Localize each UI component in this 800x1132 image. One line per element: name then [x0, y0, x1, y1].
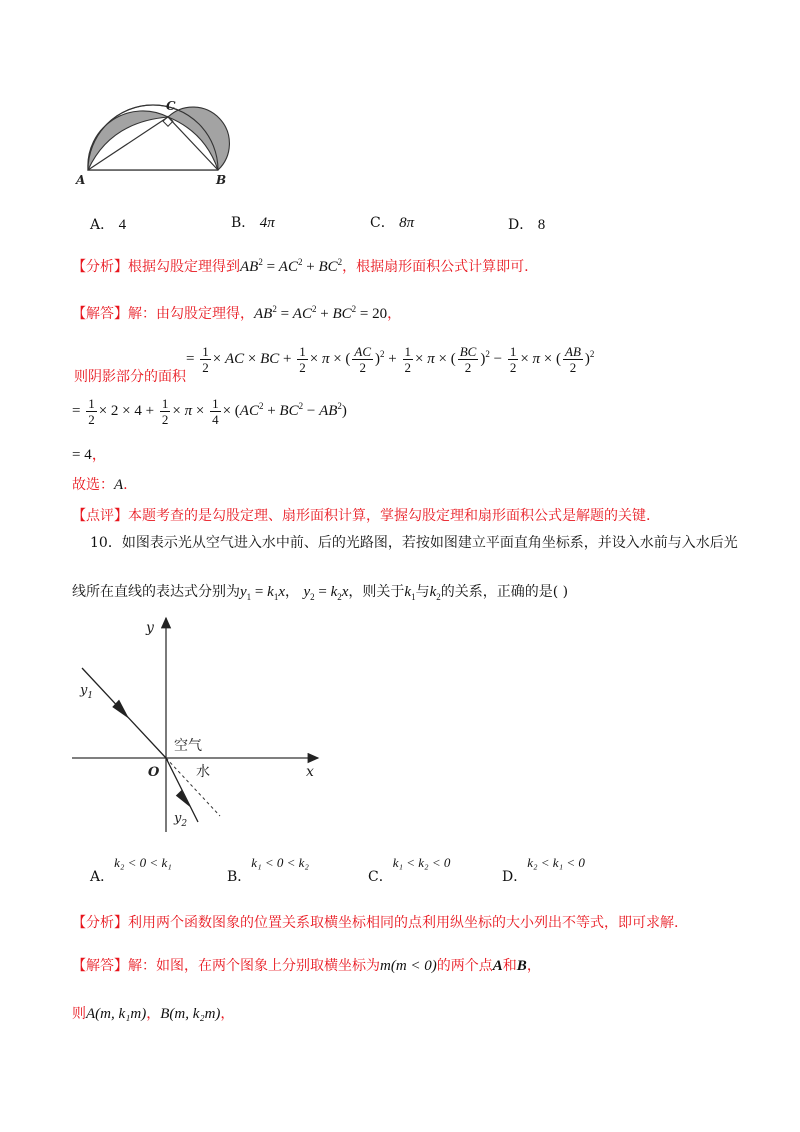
label-a: A	[76, 173, 86, 187]
origin-label: O	[148, 765, 160, 780]
q10-analysis: 【分析】利用两个函数图象的位置关系取横坐标相同的点利用纵坐标的大小列出不等式，即可求解.	[72, 915, 679, 931]
q9-comment: 【点评】本题考查的是勾股定理、扇形面积计算，掌握勾股定理和扇形面积公式是解题的关键.	[72, 508, 651, 524]
label-c: C	[166, 99, 176, 113]
ray-extension	[166, 758, 220, 816]
ray-y2	[166, 758, 198, 822]
q9-answer: 【解答】解：由勾股定理得，$AB^2 = AC^2 + BC^2 = 20$，	[72, 304, 402, 322]
q9-formula-line1: = $\frac{1}{2}$ × AC × BC + $\frac{1}{2}$ × π × ( $\frac{AC}{2}$ )$^2$ + $\frac{1}{2}$ × π × ( $\frac{BC}{2}$ )$^2$ − $\frac{1}{2}$ × π × ( $\frac{AB}{2}$ )$^2$	[186, 344, 595, 375]
y-axis-label: y	[146, 620, 154, 636]
q9-option-d: D． 8	[508, 217, 546, 233]
q10-answer: 【解答】解：如图，在两个图象上分别取横坐标为m(m < 0)的两个点A和B，	[72, 958, 541, 974]
q9-option-c: C． 8π	[370, 215, 415, 231]
q9-result: = 4，	[72, 447, 107, 463]
water-label: 水	[196, 764, 210, 780]
air-label: 空气	[174, 738, 202, 754]
q10-option-a: A．k₂ < 0 < k₁	[90, 855, 172, 885]
answer-tag: 【解答】	[72, 958, 128, 974]
label-b: B	[216, 173, 227, 187]
y1-label: $y_1$	[80, 683, 94, 701]
answer-tag: 【解答】	[72, 306, 128, 322]
q10-option-b: B．k₁ < 0 < k₂	[227, 855, 309, 885]
analysis-tag: 【分析】	[72, 259, 128, 275]
analysis-tag: 【分析】	[72, 915, 128, 931]
comment-tag: 【点评】	[72, 508, 128, 524]
y2-label: $y_2$	[174, 811, 188, 829]
q10-stem-line1: 10．如图表示光从空气进入水中前、后的光路图，若按如图建立平面直角坐标系，并设入水前与入水后光	[90, 535, 738, 551]
q9-choice: 故选：A.	[72, 477, 128, 493]
q10-stem-line2: 线所在直线的表达式分别为$y_1 = k_1x$， $y_2 = k_2x$，则关于$k_1$与$k_2$的关系，正确的是( )	[72, 584, 569, 602]
x-axis-label: x	[306, 764, 314, 780]
q9-option-a: A． 4	[90, 217, 127, 233]
q9-option-b: B． 4π	[231, 215, 275, 231]
shade-label: 则阴影部分的面积	[74, 369, 186, 385]
q10-points: 则A(m, k₁m)，B(m, k₂m)，	[72, 1006, 235, 1022]
semicircle-figure	[70, 92, 230, 188]
answer-paren: ( )	[552, 584, 569, 600]
q10-option-c: C．k₁ < k₂ < 0	[368, 855, 451, 885]
q9-analysis: 【分析】根据勾股定理得到$AB^2 = AC^2 + BC^2$，根据扇形面积公式计算即可.	[72, 257, 529, 275]
q10-option-d: D．k₂ < k₁ < 0	[502, 855, 585, 885]
light-refraction-figure	[70, 612, 330, 834]
q9-formula-line2: = $\frac{1}{2}$ × 2 × 4 + $\frac{1}{2}$ × π × $\frac{1}{4}$ × $(AC^2 + BC^2 - AB^2)$	[72, 396, 347, 427]
